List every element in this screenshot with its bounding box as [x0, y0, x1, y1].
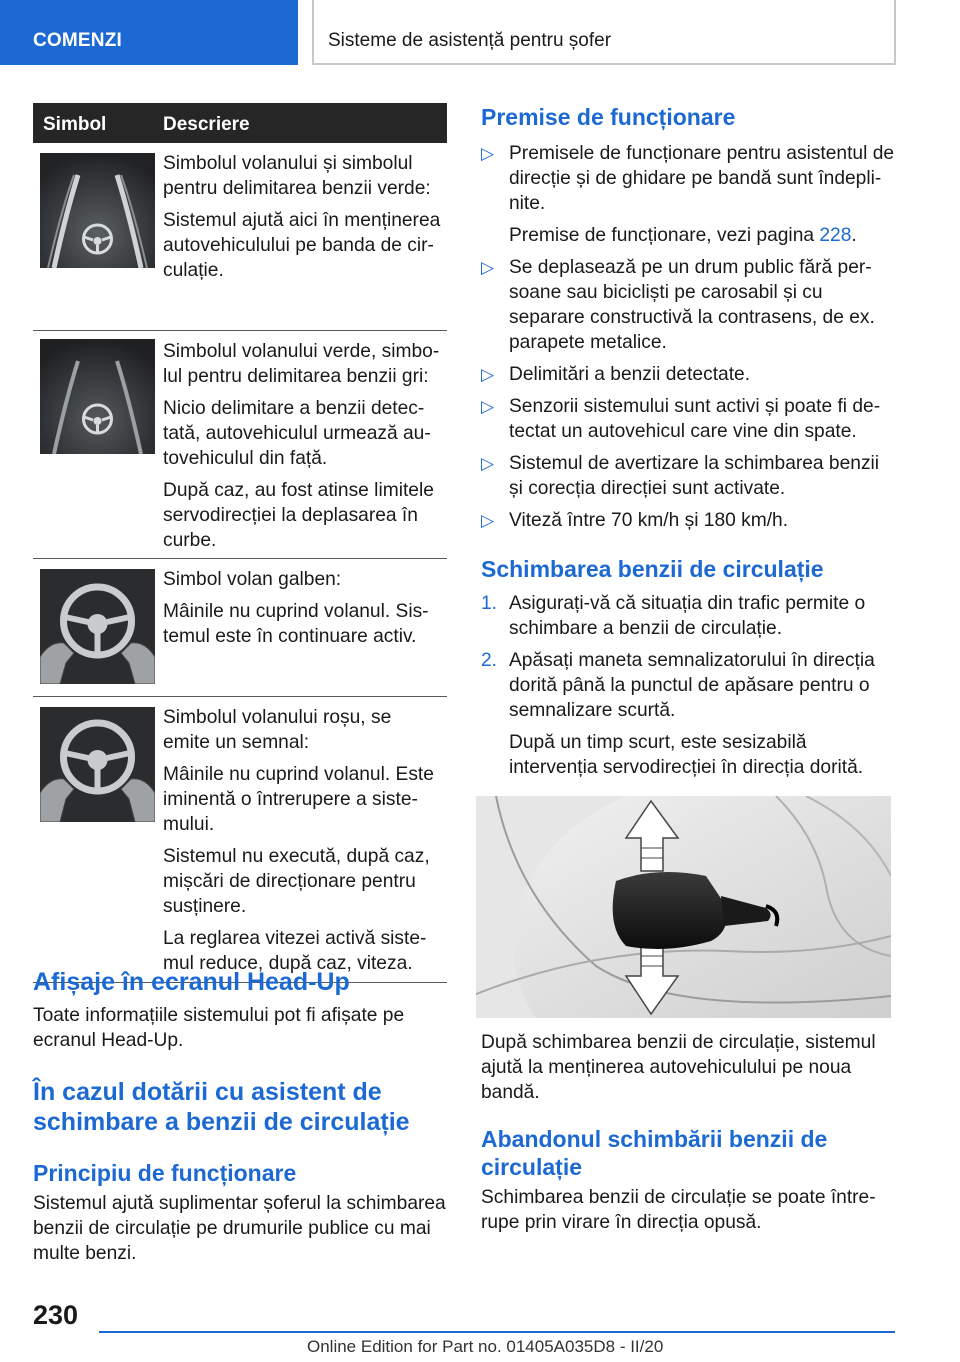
- page-number: 230: [33, 1300, 79, 1330]
- chapter-title: Sisteme de asistență pentru șofer: [328, 30, 612, 51]
- edition-text: Online Edition for Part no. 01405A035D8 - II/20: [307, 1337, 664, 1356]
- lane-change-heading: În cazul dotării cu asistent de schimbare a benzii de circulație: [33, 1078, 410, 1136]
- steering-wheel-hands-red-icon: [40, 707, 155, 822]
- chapter-header: [312, 0, 896, 65]
- turn-signal-lever-illustration: [476, 796, 891, 1018]
- bullet-triangle-icon: ▷: [481, 365, 495, 384]
- list-item: [481, 255, 896, 355]
- symbol-table: [33, 103, 447, 983]
- page-reference-link[interactable]: 228: [819, 225, 852, 246]
- bullet-triangle-icon: ▷: [481, 258, 495, 277]
- list-item-text: Sistemul de avertizare la schimbarea benzii și corecția direcției sunt activate.: [509, 453, 880, 499]
- section-tab: [0, 0, 298, 65]
- list-item: [481, 451, 896, 501]
- bullet-triangle-icon: ▷: [481, 397, 495, 416]
- hud-text: Toate informațiile sistemului pot fi afișate pe ecranul Head-Up.: [33, 1005, 405, 1051]
- table-row: [33, 143, 447, 331]
- table-row: [33, 331, 447, 559]
- list-item: [481, 362, 896, 387]
- row-text: Simbol volan galben:: [163, 569, 342, 590]
- steering-wheel-green-grey-lanes-icon: [40, 339, 155, 454]
- step-text: Apăsați maneta semnalizatorului în direcția dorită până la punctul de apăsare pentru o semnalizare scurtă.: [509, 650, 875, 721]
- list-item: [481, 141, 896, 216]
- step-item: [481, 591, 896, 641]
- premises-heading: Premise de funcționare: [481, 104, 736, 130]
- list-item-text: Premisele de funcționare pentru asistentul de direcție și de ghidare pe bandă sunt îndepli-nite.: [509, 143, 895, 214]
- row-text: Sistemul nu execută, după caz, mișcări de direcționare pentru susținere.: [163, 846, 430, 917]
- hud-heading: Afișaje în ecranul Head-Up: [33, 968, 350, 996]
- steering-wheel-green-lanes-icon: [40, 153, 155, 268]
- reference-text: [481, 223, 896, 248]
- list-item-text: Senzorii sistemului sunt activi și poate fi de-tectat un autovehicul care vine din spate.: [509, 396, 881, 442]
- table-row: [33, 559, 447, 697]
- step-item: [481, 648, 896, 723]
- step-note: După un timp scurt, este sesizabilă intervenția servodirecției în direcția dorită.: [509, 732, 864, 778]
- right-column-lower: [481, 1030, 896, 1235]
- col-description-header: Descriere: [163, 114, 250, 135]
- bullet-triangle-icon: ▷: [481, 511, 495, 530]
- bullet-triangle-icon: ▷: [481, 454, 495, 473]
- steering-wheel-hands-yellow-icon: [40, 569, 155, 684]
- col-symbol-header: Simbol: [43, 114, 107, 135]
- list-item: [481, 508, 896, 533]
- section-title: COMENZI: [33, 30, 123, 51]
- principle-heading: Principiu de funcționare: [33, 1160, 297, 1186]
- step-number: 2.: [481, 650, 498, 671]
- row-text: La reglarea vitezei activă siste-mul reduce, după caz, viteza.: [163, 928, 427, 974]
- row-text: Mâinile nu cuprind volanul. Sis-temul este în continuare activ.: [163, 601, 429, 647]
- change-lane-heading: Schimbarea benzii de circulație: [481, 556, 824, 582]
- table-row: [33, 697, 447, 983]
- footer-divider: [99, 1331, 895, 1333]
- row-text: Nicio delimitare a benzii detec-tată, autovehiculul urmează au-tovehiculul din față.: [163, 398, 431, 469]
- table-header: [33, 103, 447, 143]
- step-number: 1.: [481, 593, 498, 614]
- after-change-text: După schimbarea benzii de circulație, sistemul ajută la menținerea autovehiculului pe noua bandă.: [481, 1032, 876, 1103]
- list-item-text: Viteză între 70 km/h și 180 km/h.: [509, 510, 789, 531]
- abort-heading: Abandonul schimbării benzii de circulație: [481, 1126, 828, 1180]
- right-column: [481, 103, 896, 780]
- principle-text: Sistemul ajută suplimentar șoferul la schimbarea benzii de circulație pe drumurile publice cu mai multe benzi.: [33, 1193, 446, 1264]
- reference-label: Premise de funcționare, vezi pagina: [509, 225, 820, 246]
- row-text: Simbolul volanului și simbolul pentru delimitarea benzii verde:: [163, 153, 431, 199]
- step-text: Asigurați-vă că situația din trafic permite o schimbare a benzii de circulație.: [509, 593, 866, 639]
- row-text: Sistemul ajută aici în menținerea autovehiculului pe banda de cir-culație.: [163, 210, 441, 281]
- row-text: După caz, au fost atinse limitele servodirecției la deplasarea în curbe.: [163, 480, 434, 551]
- row-text: Simbolul volanului verde, simbo-lul pentru delimitarea benzii gri:: [163, 341, 440, 387]
- list-item-text: Se deplasează pe un drum public fără per-soane sau bicicliști pe carosabil și cu separare constructivă la contrasens, de ex. parapete metalice.: [509, 257, 875, 353]
- left-lower-content: [33, 967, 447, 1266]
- bullet-triangle-icon: ▷: [481, 144, 495, 163]
- list-item-text: Delimitări a benzii detectate.: [509, 364, 751, 385]
- row-text: Simbolul volanului roșu, se emite un semnal:: [163, 707, 392, 753]
- abort-text: Schimbarea benzii de circulație se poate între-rupe prin virare în direcția opusă.: [481, 1187, 876, 1233]
- row-text: Mâinile nu cuprind volanul. Este iminentă o întrerupere a siste-mului.: [163, 764, 434, 835]
- list-item: [481, 394, 896, 444]
- reference-end: .: [851, 225, 857, 246]
